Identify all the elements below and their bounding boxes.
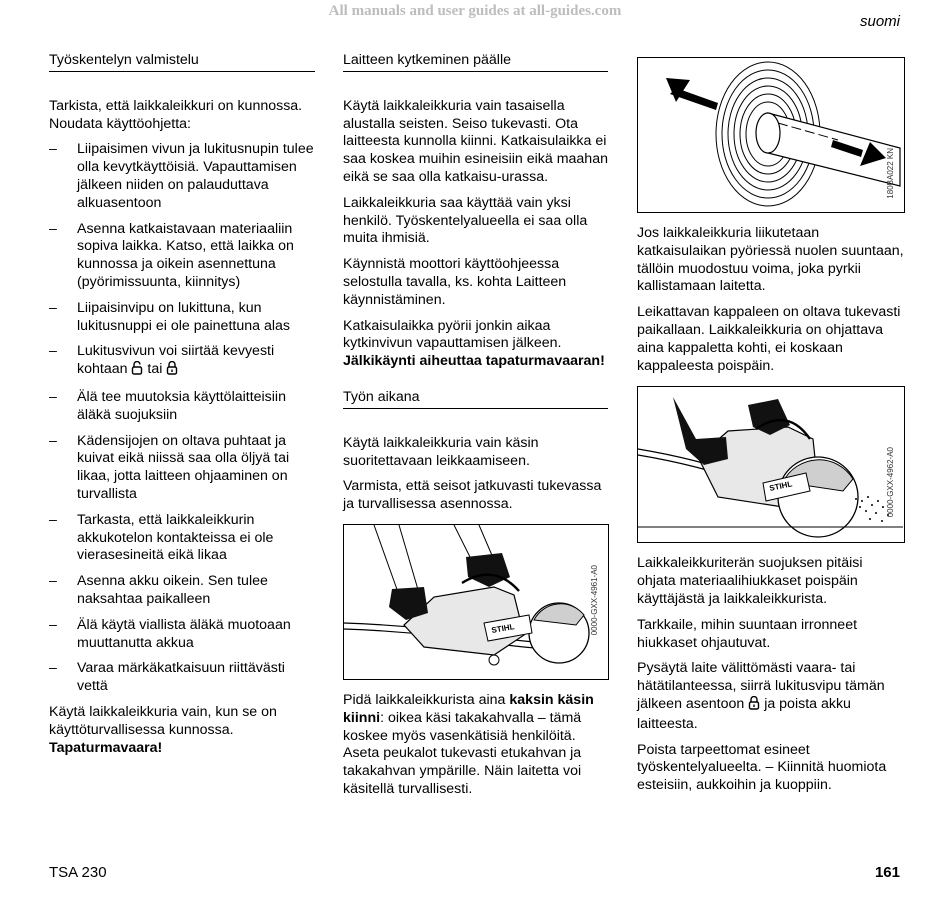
list-item: – Kädensijojen on oltava puhtaat ja kuivat eikä niissä saa olla öljyä tai likaa, jotta laitteen ohjaaminen on turvallista (49, 433, 315, 504)
paragraph: Tarkkaile, mihin suuntaan irronneet hiukkaset ohjautuvat. (637, 616, 858, 651)
unlocked-icon (131, 361, 143, 381)
list-item: – Asenna akku oikein. Sen tulee naksahtaa paikalleen (49, 573, 315, 609)
warning-text: Jälkikäynti aiheuttaa tapaturmavaaran! (343, 353, 605, 370)
paragraph: Laikkaleikkuria saa käyttää vain yksi henkilö. Työskentelyalueella ei saa olla muita ihmisiä. (343, 194, 588, 247)
figure-spark-guard (637, 386, 905, 543)
text-span: : oikea käsi takakahvalla – tämä koskee myös vasenkätisiä henkilöitä. Aseta peukalot tukevasti etukahvan ja takakahvan ympärille. Näin laitetta voi käsitellä turvallisesti. (343, 709, 582, 797)
figure-two-hand-grip (343, 524, 609, 680)
page-number: 161 (874, 864, 900, 881)
paragraph: Poista tarpeettomat esineet työskentelyalueelta. – Kiinnitä huomiota esteisiin, aukkoihin ja kuoppiin. (637, 741, 887, 794)
checklist (49, 141, 315, 696)
text-span: ja poista akku laitteesta. (637, 695, 851, 732)
paragraph-two-hands (343, 692, 608, 799)
list-item: – Liipaisinvipu on lukittuna, kun lukitusnuppi ei ole painettuna alas (49, 300, 315, 336)
brand-label: STIHL (768, 479, 794, 494)
watermark: All manuals and user guides at all-guides.com (328, 3, 622, 19)
paragraph: Varmista, että seisot jatkuvasti tukevassa ja turvallisessa asennossa. (343, 478, 602, 513)
paragraph-stop (637, 660, 904, 733)
paragraph: Katkaisulaikka pyörii jonkin aikaa kytkinvivun vapauttamisen jälkeen. (343, 317, 562, 352)
text-span: Pidä laikkaleikkurista aina (343, 691, 506, 708)
list-item: – Varaa märkäkatkaisuun riittävästi vettä (49, 660, 315, 696)
paragraph: Leikattavan kappaleen on oltava tukevasti paikallaan. Laikkaleikkuria on ohjattava aina kappaletta kohti, ei koskaan kappaleesta poispäin. (637, 304, 901, 374)
list-item: – Asenna katkaistavaan materiaaliin sopiva laikka. Katso, että laikka on kunnossa ja oikein asennettuna (pyörimissuunta, kiinnitys) (49, 221, 315, 292)
column-2 (343, 52, 608, 799)
warning-text: Tapaturmavaara! (49, 739, 163, 756)
figure-code: 180BA022 KN (886, 148, 896, 199)
column-3 (637, 57, 904, 795)
list-item-lock (49, 343, 315, 381)
footer-model: TSA 230 (49, 864, 107, 881)
emphasis-text: kaksin käsin kiinni (343, 691, 594, 726)
paragraph: Jos laikkaleikkuria liikutetaan katkaisulaikan pyöriessä nuolen suuntaan, tällöin muodostuu voima, joka pyrkii kallistamaan laitetta. (637, 225, 904, 295)
list-item: – Tarkasta, että laikkaleikkurin akkukotelon kontakteissa ei ole vierasesineitä eikä likaa (49, 512, 315, 565)
paragraph: Käytä laikkaleikkuria vain tasaisella alustalla seisten. Seiso tukevasti. Ota laitteesta kunnolla kiinni. Katkaisulaikka ei saa koskea muihin esineisiin eikä maahan eikä se saa olla katkaisu-urassa. (343, 97, 608, 185)
lock-item-text: Lukitusvivun voi siirtää kevyesti kohtaan (77, 343, 275, 378)
paragraph: Laikkaleikkuriterän suojuksen pitäisi ohjata materiaalihiukkaset poispäin käyttäjästä ja laikkaleikkurista. (637, 555, 863, 607)
section-heading-preparation: Työskentelyn valmistelu (49, 52, 315, 72)
brand-label: STIHL (490, 622, 516, 635)
text-span: Pysäytä laite välittömästi vaara- tai hätätilanteessa, siirrä lukitusvipu tämän jälkeen asentoon (637, 660, 885, 712)
lock-item-or: tai (147, 361, 163, 378)
figure-code: 0000-GXX-4961-A0 (590, 564, 600, 636)
paragraph: Käynnistä moottori käyttöohjeessa selostulla tavalla, ks. kohta Laitteen käynnistäminen. (343, 256, 567, 308)
list-item: – Liipaisimen vivun ja lukitusnupin tulee olla kevytkäyttöisiä. Vapauttamisen jälkeen niiden on palauduttava alkuasentoon (49, 141, 315, 212)
section-heading-during-work: Työn aikana (343, 389, 608, 409)
intro-text: Tarkista, että laikkaleikkuri on kunnossa. Noudata käyttöohjetta: (49, 97, 303, 132)
list-item: – Älä käytä viallista äläkä muotoaan muuttanutta akkua (49, 617, 315, 653)
section-heading-switch-on: Laitteen kytkeminen päälle (343, 52, 608, 72)
list-item: – Älä tee muutoksia käyttölaitteisiin äläkä suojuksiin (49, 389, 315, 425)
outro-text: Käytä laikkaleikkuria vain, kun se on käyttöturvallisessa kunnossa. (49, 703, 277, 738)
unlocked-icon (748, 696, 760, 716)
column-1 (49, 52, 315, 757)
paragraph: Käytä laikkaleikkuria vain käsin suoritettavaan leikkaamiseen. (343, 434, 539, 469)
disc-force-illustration (638, 58, 903, 211)
locked-icon (166, 361, 178, 381)
figure-disc-force (637, 57, 905, 213)
spark-guard-illustration (638, 387, 903, 541)
language-label: suomi (859, 13, 900, 30)
cut-off-saw-illustration (344, 525, 607, 678)
figure-code: 0000-GXX-4962-A0 (886, 447, 896, 518)
